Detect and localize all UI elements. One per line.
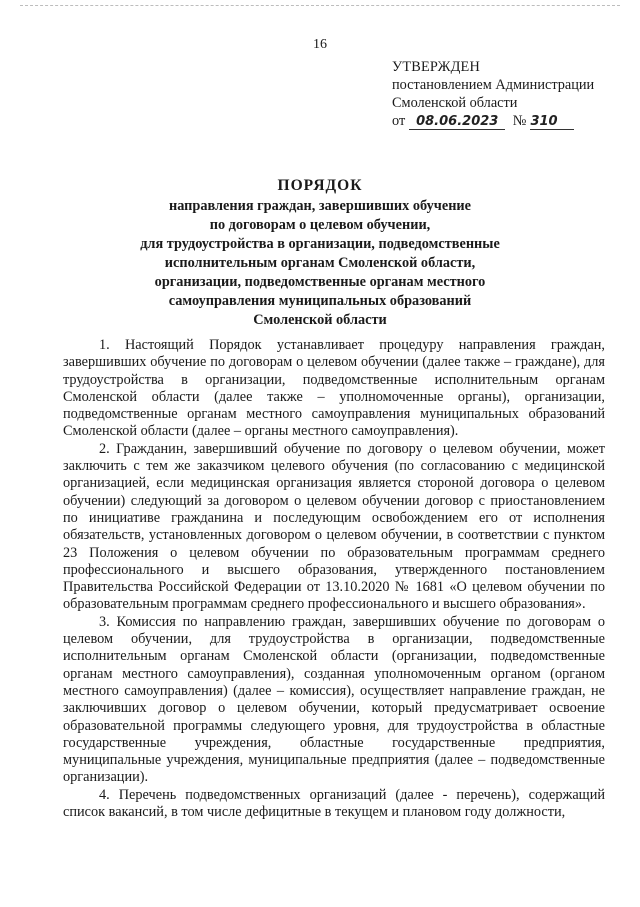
approval-line-2: Смоленской области [392,95,518,111]
handwritten-date: 08.06.2023 [409,114,505,130]
paragraph-3: 3. Комиссия по направлению граждан, завершивших обучение по договорам о целевом обучении, для трудоустройства в организации, подведомственные исполнительным органам Смоленской области (организации, подведомственные органам местного самоуправления), созданная уполномоченным органом (органом местного самоуправления) (далее – комиссия), осуществляет направление граждан, не заключивших договор о целевом обучении, который предусматривает освоение образовательной программы следующего уровня, для трудоустройства в областные государственные учреждения, областные государственные предприятия, муниципальные учреждения, муниципальные предприятия (далее – подведомственные организации). [63,613,605,786]
heading-line: Смоленской области [253,312,387,328]
document-body [63,337,605,821]
heading-line: по договорам о целевом обучении, [209,217,431,233]
paragraph-2: 2. Гражданин, завершивший обучение по договору о целевом обучении, может заключить с тем же заказчиком целевого обучения (по согласованию с медицинской организацией, если медицинская организация является стороной договора о целевом обучении) следующий за договором о целевом обучении договор с приостановлением по инициативе гражданина и последующим освобождением его от исполнения обязательств, установленных договором о целевом обучении, в соответствии с пунктом 23 Положения о целевом обучении по образовательным программам среднего профессионального и высшего образования, утвержденного постановлением Правительства Российской Федерации от 13.10.2020 № 1681 «О целевом обучении по образовательным программам среднего профессионального и высшего образования». [63,440,605,613]
scan-edge-line [20,5,620,6]
number-prefix: № [512,113,527,129]
document-title: ПОРЯДОК [277,177,363,194]
date-prefix: от [392,113,406,129]
approval-line-1: постановлением Администрации [392,77,595,93]
heading-line: исполнительным органам Смоленской области, [164,255,476,271]
heading-line: для трудоустройства в организации, подведомственные [140,236,500,252]
handwritten-number: 310 [530,114,574,130]
heading-line: самоуправления муниципальных образований [168,293,472,309]
paragraph-4: 4. Перечень подведомственных организаций (далее - перечень), содержащий список вакансий, в том числе дефицитные в текущем и плановом году должности, [63,786,605,821]
approval-title: УТВЕРЖДЕН [392,59,480,75]
document-heading [90,176,550,330]
approval-stamp-block [392,58,622,130]
heading-line: организации, подведомственные органам местного [154,274,486,290]
heading-line: направления граждан, завершивших обучение [168,198,472,214]
approval-date-line [392,112,622,130]
page-number: 16 [313,37,327,52]
paragraph-1: 1. Настоящий Порядок устанавливает процедуру направления граждан, завершивших обучение по договорам о целевом обучении (далее также – граждане), для трудоустройства в организации, подведомственные исполнительным органам Смоленской области (далее также – уполномоченные органы), организации, подведомственные органам местного самоуправления муниципальных образований Смоленской области (далее – органы местного самоуправления). [63,337,605,440]
